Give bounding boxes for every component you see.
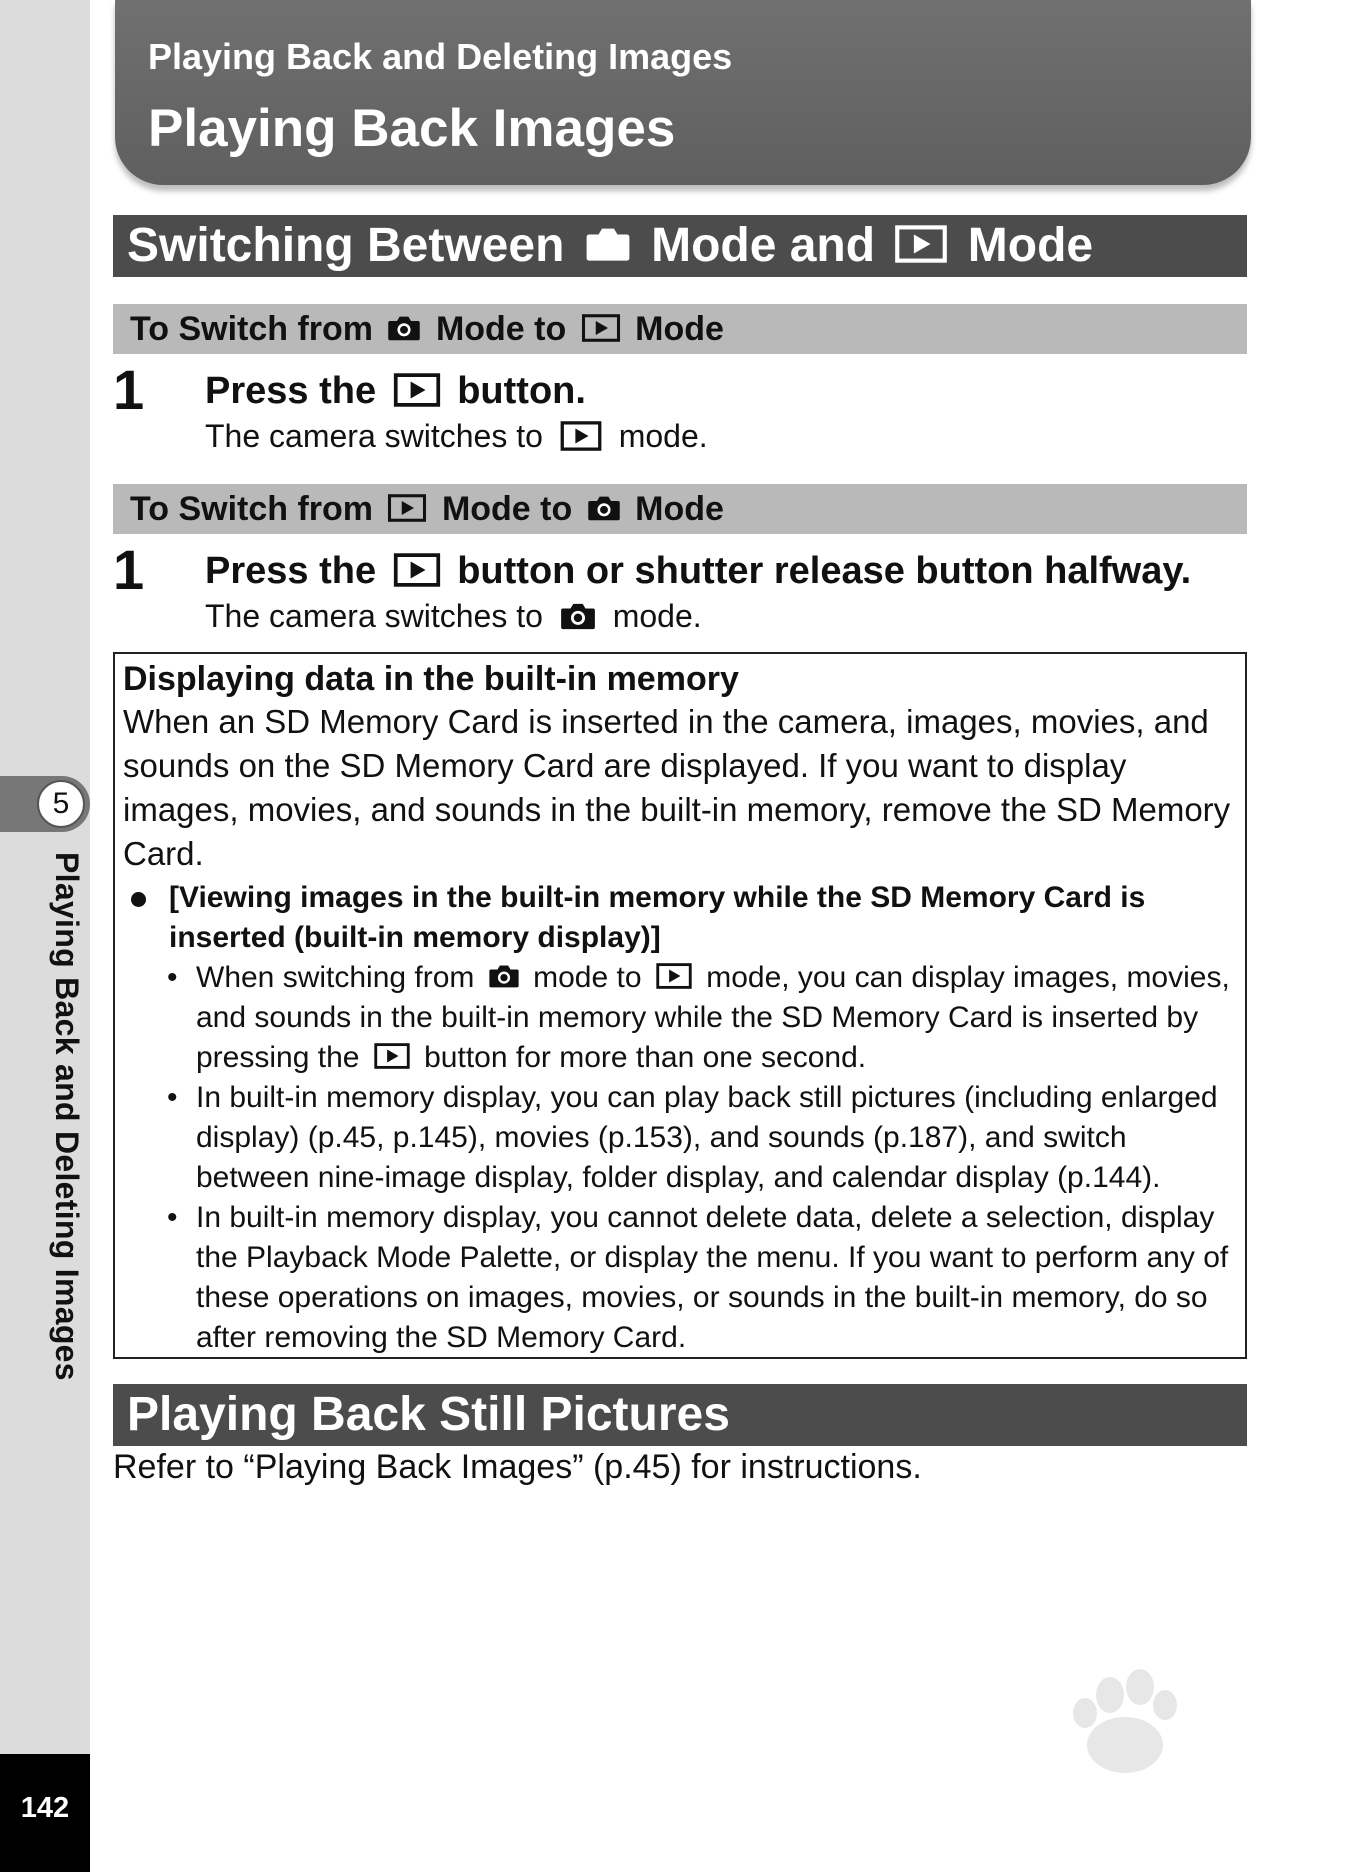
note-sub-list [123, 958, 1237, 1358]
step-desc-text: mode. [618, 418, 708, 454]
step-title-text: button or shutter release button halfway. [457, 550, 1192, 592]
playback-icon [558, 421, 604, 451]
page-number: 142 [0, 1754, 90, 1872]
note-title: Displaying data in the built-in memory [123, 660, 739, 698]
step-number: 1 [113, 538, 145, 601]
step-description [205, 418, 708, 457]
section-title-part: Mode and [651, 219, 876, 272]
header-subtitle: Playing Back and Deleting Images [148, 36, 733, 77]
subsection-text: To Switch from [130, 310, 374, 348]
page-title: Playing Back Images [148, 99, 676, 158]
chapter-number: 5 [37, 780, 85, 828]
camera-icon [584, 225, 632, 263]
list-item [123, 958, 1237, 1078]
step-description [205, 598, 702, 637]
step-number: 1 [113, 358, 145, 421]
bullet-dot [131, 892, 146, 907]
item-text: In built-in memory display, you cannot delete data, delete a selection, display the Playback Mode Palette, or display the menu. If you want to perform any of these operations on images, movies, or sounds in the built-in memory, do so after removing the SD Memory Card. [196, 1201, 1229, 1354]
playback-icon [372, 1043, 412, 1069]
chapter-title: Playing Back and Deleting Images [49, 852, 85, 1381]
note-body: When an SD Memory Card is inserted in the camera, images, movies, and sounds on the SD Memory Card are displayed. If you want to display images, movies, and sounds in the built-in memory, remove the SD Memory Card. [123, 703, 1231, 872]
step-title-text: button. [457, 370, 586, 412]
reference-text: Refer to “Playing Back Images” (p.45) for instructions. [113, 1448, 922, 1486]
camera-icon [586, 494, 622, 522]
subsection-to-capture [113, 484, 1247, 534]
camera-icon [386, 314, 422, 342]
watermark-logo [960, 1665, 1280, 1825]
step-title [205, 370, 586, 413]
step-desc-text: mode. [612, 598, 702, 634]
playback-icon [393, 373, 441, 407]
item-text: mode, you can display images, movies, and sounds in the built-in memory while the SD Memory Card is inserted by pressing the [196, 961, 1230, 1074]
playback-icon [894, 225, 948, 263]
list-item [123, 1198, 1237, 1358]
list-marker: • [167, 1081, 178, 1114]
section-still-pictures: Playing Back Still Pictures [113, 1384, 1247, 1446]
item-text: button for more than one second. [424, 1041, 867, 1074]
note-bullet [123, 878, 1237, 958]
item-text: In built-in memory display, you can play back still pictures (including enlarged display) (p.45, p.145), movies (p.153), and sounds (p.187), and switch between nine-image display, folder display, and calendar display (p.144). [196, 1081, 1218, 1194]
memory-note-box [113, 652, 1247, 1359]
section-title-part: Mode [967, 219, 1094, 272]
list-marker: • [167, 961, 178, 994]
playback-icon [393, 553, 441, 587]
list-item [123, 1078, 1237, 1198]
step-desc-text: The camera switches to [205, 598, 543, 634]
subsection-text: To Switch from [130, 490, 374, 528]
bullet-text: [Viewing images in the built-in memory while the SD Memory Card is inserted (built-in memory display)] [169, 881, 1146, 954]
camera-icon [558, 601, 598, 631]
camera-icon [487, 963, 521, 989]
step-title [205, 550, 1191, 593]
list-marker: • [167, 1201, 178, 1234]
item-text: mode to [533, 961, 642, 994]
subsection-to-playback [113, 304, 1247, 354]
subsection-text: Mode to [435, 310, 567, 348]
section-switching-modes [113, 215, 1247, 277]
subsection-text: Mode [635, 310, 724, 348]
subsection-text: Mode to [441, 490, 573, 528]
playback-icon [654, 963, 694, 989]
step-title-text: Press the [205, 370, 377, 412]
header-banner [115, 0, 1251, 185]
playback-icon [386, 494, 428, 522]
subsection-text: Mode [635, 490, 724, 528]
step-desc-text: The camera switches to [205, 418, 543, 454]
item-text: When switching from [196, 961, 475, 994]
playback-icon [580, 314, 622, 342]
step-title-text: Press the [205, 550, 377, 592]
section-title-part: Switching Between [127, 219, 565, 272]
